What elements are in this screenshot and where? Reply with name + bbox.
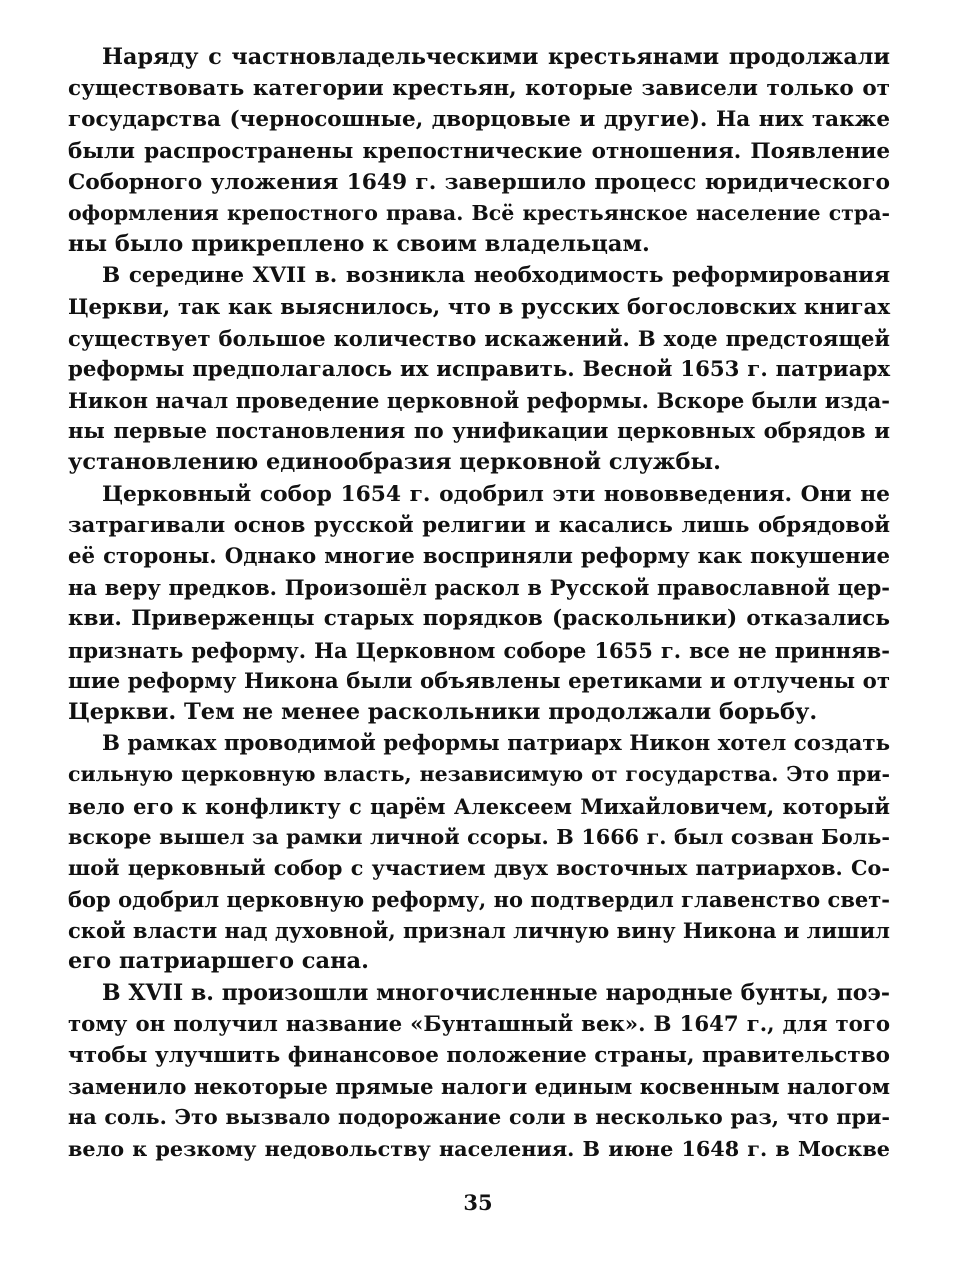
- text-line: оформления крепостного права. Всё крестьянское население стра-: [68, 200, 890, 225]
- text-line: признать реформу. На Церковном соборе 1655 г. все не принняв-: [68, 637, 890, 663]
- text-line: существует большое количество искажений. В ходе предстоящей: [68, 325, 890, 351]
- text-line: Соборного уложения 1649 г. завершило процесс юридического: [68, 169, 890, 195]
- paragraph-3: [68, 479, 890, 729]
- text-line: чтобы улучшить финансовое положение страны, правительство: [68, 1043, 890, 1068]
- paragraph-1: [68, 42, 890, 260]
- text-line: ны было прикреплено к своим владельцам.: [68, 231, 650, 258]
- page-body: [68, 42, 890, 1165]
- text-line: установлению единообразия церковной службы.: [68, 449, 721, 476]
- text-line: вскоре вышел за рамки личной ссоры. В 1666 г. был созван Боль-: [68, 824, 890, 849]
- page-number: 35: [463, 1190, 493, 1215]
- paragraph-2: [68, 260, 890, 478]
- text-line: вело к резкому недовольству населения. В июне 1648 г. в Москве: [68, 1136, 890, 1161]
- text-line: реформы предполагалось их исправить. Весной 1653 г. патриарх: [68, 356, 890, 382]
- text-line: кви. Приверженцы старых порядков (раскольники) отказались: [68, 606, 890, 632]
- text-line: вело его к конфликту с царём Алексеем Михайловичем, который: [68, 793, 890, 819]
- text-line: его патриаршего сана.: [68, 948, 369, 975]
- paragraph-5: [68, 978, 890, 1165]
- text-line: государства (черносошные, дворцовые и другие). На них также: [68, 107, 890, 133]
- text-line: Наряду с частновладельческими крестьянами продолжали: [102, 44, 890, 70]
- text-line: ны первые постановления по унификации церковных обрядов и: [68, 419, 890, 445]
- text-line: Церкви. Тем не менее раскольники продолжали борьбу.: [68, 698, 818, 725]
- text-line: В середине XVII в. возникла необходимость реформирования: [102, 263, 890, 289]
- text-line: шие реформу Никона были объявлены еретиками и отлучены от: [68, 668, 890, 694]
- text-line: сильную церковную власть, независимую от государства. Это при-: [68, 762, 890, 787]
- text-line: Церкви, так как выяснилось, что в русских богословских книгах: [68, 294, 890, 320]
- text-line: были распространены крепостнические отношения. Появление: [68, 138, 890, 164]
- text-line: затрагивали основ русской религии и касались лишь обрядовой: [68, 512, 890, 538]
- text-line: В XVII в. произошли многочисленные народные бунты, поэ-: [102, 979, 890, 1006]
- text-line: В рамках проводимой реформы патриарх Никон хотел создать: [102, 731, 890, 757]
- text-line: шой церковный собор с участием двух восточных патриархов. Со-: [68, 855, 890, 880]
- text-line: её стороны. Однако многие восприняли реформу как покушение: [68, 544, 890, 569]
- text-line: бор одобрил церковную реформу, но подтвердил главенство свет-: [68, 887, 890, 913]
- text-line: существовать категории крестьян, которые зависели только от: [68, 76, 890, 102]
- text-line: на веру предков. Произошёл раскол в Русской православной цер-: [68, 575, 890, 601]
- text-line: Никон начал проведение церковной реформы. Вскоре были изда-: [68, 388, 890, 414]
- text-line: тому он получил название «Бунташный век». В 1647 г., для того: [68, 1011, 890, 1037]
- text-line: на соль. Это вызвало подорожание соли в несколько раз, что при-: [68, 1105, 890, 1130]
- paragraph-4: [68, 728, 890, 978]
- text-line: заменило некоторые прямые налоги единым косвенным налогом: [68, 1074, 890, 1100]
- text-line: ской власти над духовной, признал личную вину Никона и лишил: [68, 918, 890, 944]
- text-line: Церковный собор 1654 г. одобрил эти нововведения. Они не: [102, 481, 890, 507]
